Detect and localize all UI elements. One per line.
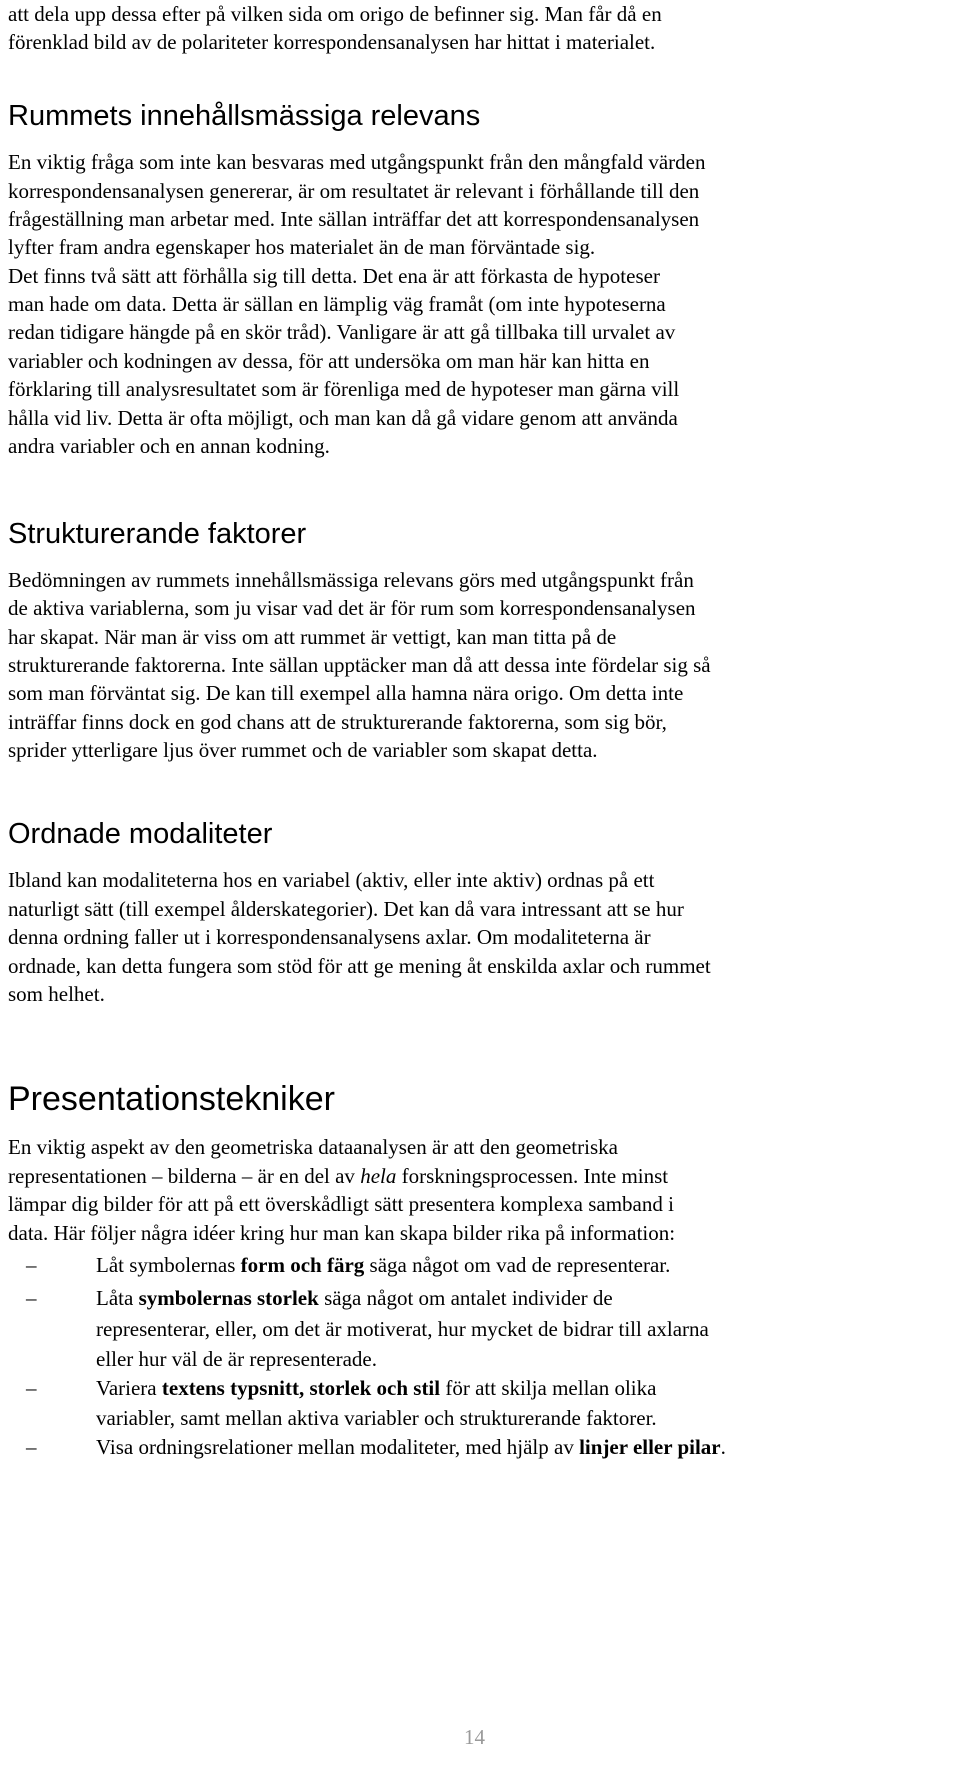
heading-strukturerande-faktorer: Strukturerande faktorer	[8, 518, 307, 550]
text-run: för att skilja mellan olika	[440, 1376, 657, 1400]
text-run: Variera	[96, 1376, 162, 1400]
paragraph-line: En viktig aspekt av den geometriska dataanalysen är att den geometriska	[8, 1135, 618, 1159]
paragraph-line: som helhet.	[8, 982, 105, 1006]
bullet-continuation: variabler, samt mellan aktiva variabler och strukturerande faktorer.	[96, 1406, 657, 1430]
bold-text: symbolernas storlek	[138, 1286, 319, 1310]
page-number: 14	[464, 1725, 485, 1749]
bold-text: linjer eller pilar	[579, 1435, 721, 1459]
paragraph-line: andra variabler och en annan kodning.	[8, 434, 330, 458]
paragraph-line: frågeställning man arbetar med. Inte sällan inträffar det att korrespondensanalysen	[8, 207, 700, 231]
bullet-text	[96, 1251, 670, 1279]
text-run: Låta	[96, 1286, 139, 1310]
paragraph-line: denna ordning faller ut i korrespondensanalysens axlar. Om modaliteterna är	[8, 925, 651, 949]
paragraph-line: sprider ytterligare ljus över rummet och de variabler som skapat detta.	[8, 738, 598, 762]
dash-marker: –	[26, 1253, 37, 1277]
bullet-continuation: representerar, eller, om det är motiverat, hur mycket de bidrar till axlarna	[96, 1317, 709, 1341]
paragraph-line: lyfter fram andra egenskaper hos materialet än de man förväntade sig.	[8, 235, 596, 259]
paragraph-line: korrespondensanalysen genererar, är om resultatet är relevant i förhållande till den	[8, 179, 700, 203]
paragraph-line: har skapat. När man är viss om att rummet är vettigt, kan man titta på de	[8, 625, 617, 649]
paragraph-line	[8, 1162, 668, 1190]
paragraph-line: Bedömningen av rummets innehållsmässiga relevans görs med utgångspunkt från	[8, 568, 694, 592]
bullet-text	[96, 1433, 726, 1461]
dash-marker: –	[26, 1286, 37, 1310]
bold-text: form och färg	[240, 1253, 365, 1277]
paragraph-line: strukturerande faktorerna. Inte sällan upptäcker man då att dessa inte fördelar sig så	[8, 653, 711, 677]
paragraph-line: redan tidigare hängde på en skör tråd). Vanligare är att gå tillbaka till urvalet av	[8, 320, 676, 344]
text-run: Visa ordningsrelationer mellan modaliteter, med hjälp av	[96, 1435, 580, 1459]
bullet-text	[96, 1284, 613, 1312]
heading-presentationstekniker: Presentationstekniker	[8, 1080, 335, 1118]
paragraph-line: naturligt sätt (till exempel ålderskategorier). Det kan då vara intressant att se hur	[8, 897, 684, 921]
text-run: forskningsprocessen. Inte minst	[396, 1164, 669, 1188]
text-run: Låt symbolernas	[96, 1253, 241, 1277]
bullet-text	[96, 1374, 656, 1402]
paragraph-line: hålla vid liv. Detta är ofta möjligt, och man kan då gå vidare genom att använda	[8, 406, 678, 430]
text-run: säga något om antalet individer de	[318, 1286, 613, 1310]
paragraph-line: Ibland kan modaliteterna hos en variabel (aktiv, eller inte aktiv) ordnas på ett	[8, 868, 655, 892]
bold-text: textens typsnitt, storlek och stil	[161, 1376, 441, 1400]
intro-line-1: att dela upp dessa efter på vilken sida om origo de befinner sig. Man får då en	[8, 2, 662, 26]
paragraph-line: inträffar finns dock en god chans att de strukturerande faktorerna, som sig bör,	[8, 710, 667, 734]
text-run: representationen – bilderna – är en del av	[8, 1164, 361, 1188]
paragraph-line: förklaring till analysresultatet som är förenliga med de hypoteser man gärna vill	[8, 377, 680, 401]
paragraph-line: Det finns två sätt att förhålla sig till detta. Det ena är att förkasta de hypoteser	[8, 264, 660, 288]
text-run: säga något om vad de representerar.	[364, 1253, 671, 1277]
paragraph-line: man hade om data. Detta är sällan en lämplig väg framåt (om inte hypoteserna	[8, 292, 666, 316]
paragraph-line: data. Här följer några idéer kring hur man kan skapa bilder rika på information:	[8, 1221, 676, 1245]
paragraph-line: som man förväntat sig. De kan till exempel alla hamna nära origo. Om detta inte	[8, 681, 684, 705]
dash-marker: –	[26, 1376, 37, 1400]
paragraph-line: lämpar dig bilder för att på ett överskådligt sätt presentera komplexa samband i	[8, 1192, 674, 1216]
paragraph-line: variabler och kodningen av dessa, för att undersöka om man här kan hitta en	[8, 349, 650, 373]
heading-ordnade-modaliteter: Ordnade modaliteter	[8, 818, 273, 850]
paragraph-line: En viktig fråga som inte kan besvaras med utgångspunkt från den mångfald värden	[8, 150, 706, 174]
paragraph-line: de aktiva variablerna, som ju visar vad det är för rum som korrespondensanalysen	[8, 596, 696, 620]
bullet-continuation: eller hur väl de är representerade.	[96, 1347, 377, 1371]
dash-marker: –	[26, 1435, 37, 1459]
heading-rummets-relevans: Rummets innehållsmässiga relevans	[8, 100, 481, 132]
paragraph-line: ordnade, kan detta fungera som stöd för att ge mening åt enskilda axlar och rummet	[8, 954, 711, 978]
emphasis-hela: hela	[360, 1164, 397, 1188]
text-run: .	[720, 1435, 726, 1459]
intro-line-2: förenklad bild av de polariteter korrespondensanalysen har hittat i materialet.	[8, 30, 656, 54]
